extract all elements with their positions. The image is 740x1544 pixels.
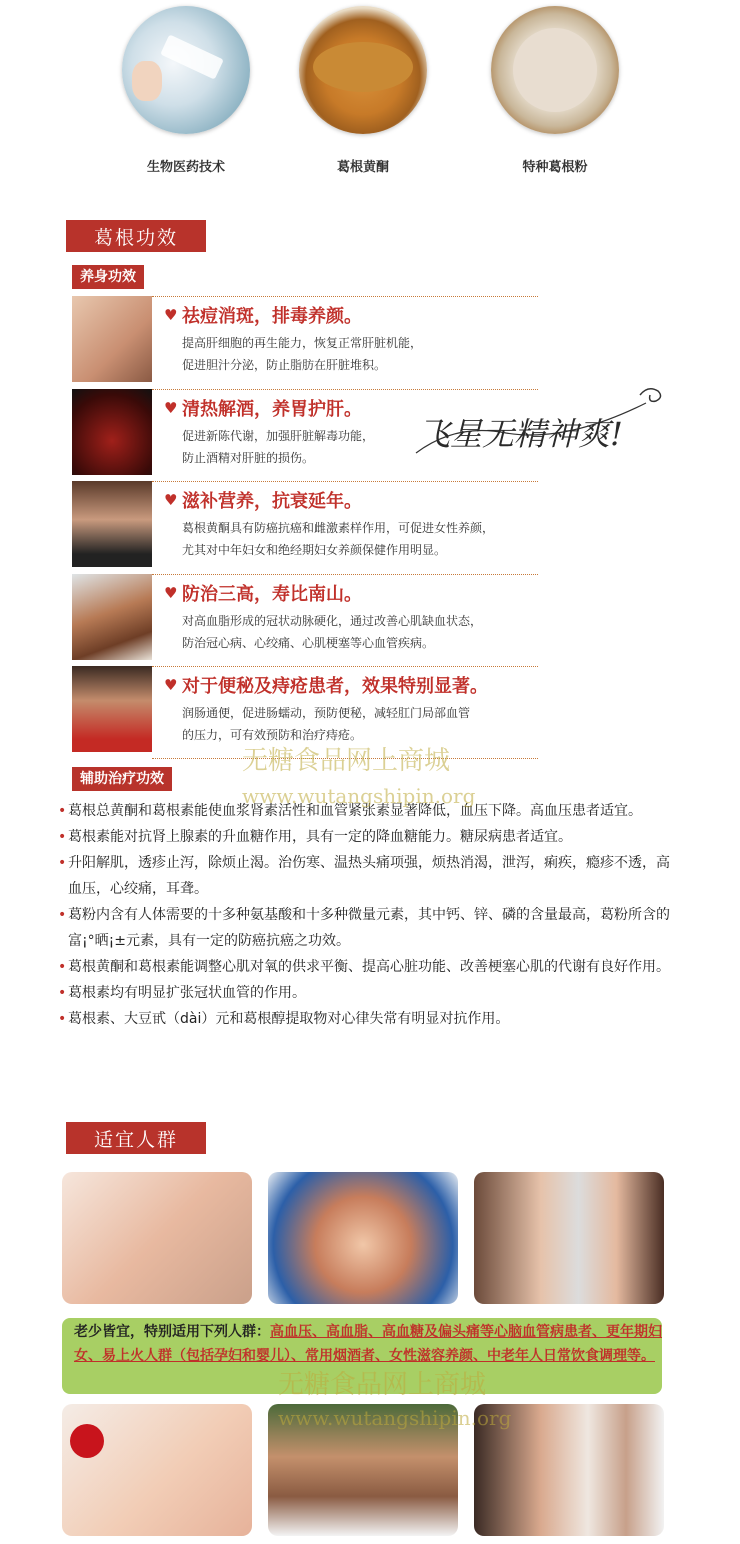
desc-line: 润肠通便，促进肠蠕动，预防便秘，减轻肛门局部血管 [182, 706, 471, 720]
benefit-title: 防治三高，寿比南山。 [182, 584, 362, 605]
watermark-name: 无糖食品网上商城 [278, 1370, 487, 1400]
benefit-desc [182, 425, 374, 469]
aux-item: • 葛根素均有明显扩张冠状血管的作用。 [58, 980, 678, 1006]
benefit-title: 清热解酒，养胃护肝。 [182, 399, 362, 420]
heart-icon: ♥ [164, 584, 178, 602]
section-title: 葛根功效 [93, 227, 178, 249]
heart-icon: ♥ [164, 306, 178, 324]
kudzu-powder-photo [299, 6, 427, 134]
desc-line: 防止酒精对肝脏的损伤。 [182, 451, 315, 465]
rose-icon [70, 1424, 104, 1458]
wine-glass-photo [72, 389, 152, 475]
desc-line: 促进新陈代谢，加强肝脏解毒功能， [182, 429, 375, 443]
watermark-name: 无糖食品网上商城 [242, 746, 451, 776]
children-circle-photo [268, 1172, 458, 1304]
skin-care-photo [72, 296, 152, 382]
woman-rose-photo [62, 1404, 252, 1536]
man-in-pain-photo [72, 666, 152, 752]
desc-line: 的压力，可有效预防和治疗痔疮。 [182, 728, 363, 742]
aux-item: • 葛根黄酮和葛根素能调整心肌对氧的供求平衡、提高心脏功能、改善梗塞心肌的代谢有良好作用。 [58, 954, 678, 980]
benefit-row [72, 296, 538, 384]
heart-icon: ♥ [164, 491, 178, 509]
watermark-url: www.wutangshipin.org [242, 784, 476, 808]
lab-technician-photo [122, 6, 250, 134]
subhead-aux: 辅助治疗功效 [72, 767, 172, 791]
aux-item: • 升阳解肌，透疹止泻，除烦止渴。治伤寒、温热头痛项强，烦热消渴，泄泻，痢疾，瘾疹不透，高血压，心绞痛，耳聋。 [58, 850, 678, 902]
benefit-row [72, 481, 538, 569]
aux-list [58, 798, 678, 1032]
caption-biotech: 生物医药技术 [146, 160, 225, 175]
aux-item: • 葛根素、大豆甙（dài）元和葛根醇提取物对心律失常有明显对抗作用。 [58, 1006, 678, 1032]
aux-item: • 葛根总黄酮和葛根素能使血浆肾素活性和血管紧张素显著降低，血压下降。高血压患者适宜。 [58, 798, 678, 824]
desc-line: 提高肝细胞的再生能力，恢复正常肝脏机能， [182, 336, 423, 350]
elderly-man-photo [72, 574, 152, 660]
suitable-text [74, 1320, 664, 1368]
section-header-effects [62, 220, 210, 252]
caption-flavone: 葛根黄酮 [336, 160, 389, 175]
divider [152, 296, 538, 297]
benefit-row [72, 574, 538, 662]
heart-icon: ♥ [164, 676, 178, 694]
two-women-photo [474, 1172, 664, 1304]
benefit-desc [182, 610, 482, 654]
desc-line: 葛根黄酮具有防癌抗癌和雌激素样作用，可促进女性养颜， [182, 521, 495, 535]
kudzu-flour-plate-photo [491, 6, 619, 134]
benefit-desc [182, 517, 494, 561]
desc-line: 促进胆汁分泌，防止脂肪在肝脏堆积。 [182, 358, 387, 372]
suitable-highlight: 高血压、高血脂、高血糖及偏头痛等心脑血管病患者、更年期妇女、易上火人群（包括孕妇和婴儿）、常用烟酒者、女性滋容养颜、中老年人日常饮食调理等。 [74, 1324, 662, 1364]
mother-baby-photo [62, 1172, 252, 1304]
divider [152, 574, 538, 575]
aux-item: • 葛粉内含有人体需要的十多种氨基酸和十多种微量元素，其中钙、锌、磷的含量最高，葛粉所含的富¡°晒¡±元素，具有一定的防癌抗癌之功效。 [58, 902, 678, 954]
watermark-url: www.wutangshipin.org [278, 1406, 512, 1430]
heart-icon: ♥ [164, 399, 178, 417]
suitable-lead: 老少皆宜，特别适用下列人群： [74, 1324, 270, 1340]
divider [152, 481, 538, 482]
divider [152, 666, 538, 667]
calligraphy-text: 飞星无精神爽! [418, 415, 623, 453]
subhead-health: 养身功效 [72, 265, 144, 289]
aux-item: • 葛根素能对抗肾上腺素的升血糖作用，具有一定的降血糖能力。糖尿病患者适宜。 [58, 824, 678, 850]
woman-portrait-photo [72, 481, 152, 567]
benefit-desc [182, 332, 422, 376]
section-title: 适宜人群 [93, 1129, 178, 1151]
desc-line: 尤其对中年妇女和绝经期妇女养颜保健作用明显。 [182, 543, 447, 557]
desc-line: 对高血脂形成的冠状动脉硬化，通过改善心肌缺血状态， [182, 614, 483, 628]
benefit-title: 祛痘消斑，排毒养颜。 [182, 306, 362, 327]
benefit-title: 对于便秘及痔疮患者，效果特别显著。 [182, 676, 488, 697]
section-header-people [62, 1122, 210, 1154]
desc-line: 防治冠心病、心绞痛、心肌梗塞等心血管疾病。 [182, 636, 435, 650]
benefit-title: 滋补营养，抗衰延年。 [182, 491, 362, 512]
calligraphy-slogan [410, 383, 668, 475]
caption-kudzu-powder: 特种葛根粉 [522, 160, 588, 175]
